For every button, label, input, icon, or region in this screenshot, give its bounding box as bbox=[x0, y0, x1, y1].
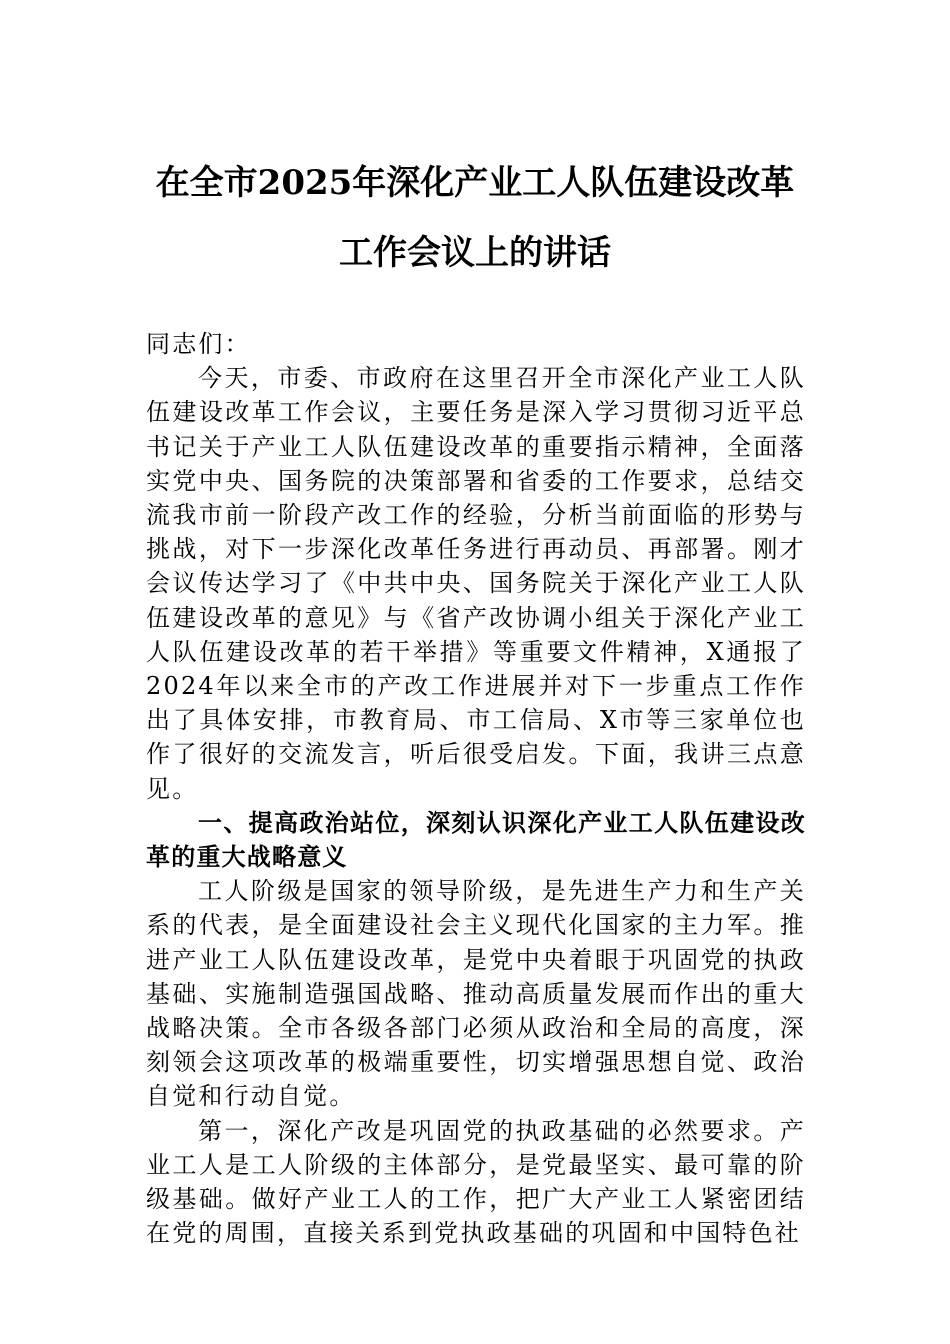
document-title-line-2: 工作会议上的讲话 bbox=[339, 233, 611, 273]
section-heading-1: 一、提高政治站位，深刻认识深化产业工人队伍建设改革的重大战略意义 bbox=[146, 807, 806, 872]
salutation: 同志们： bbox=[146, 330, 251, 358]
section-1-paragraph: 工人阶级是国家的领导阶级，是先进生产力和生产关系的代表，是全面建设社会主义现代化国家的主力军。推进产业工人队伍建设改革，是党中央着眼于巩固党的执政基础、实施制造强国战略、推动高质量发展而作出的重大战略决策。全市各级各部门必须从政治和全局的高度，深刻领会这项改革的极端重要性，切实增强思想自觉、政治自觉和行动自觉。 bbox=[146, 877, 806, 1111]
document-body bbox=[146, 327, 806, 1250]
document-title-line-1: 在全市2025年深化产业工人队伍建设改革 bbox=[155, 163, 795, 203]
opening-paragraph: 今天，市委、市政府在这里召开全市深化产业工人队伍建设改革工作会议，主要任务是深入学习贯彻习近平总书记关于产业工人队伍建设改革的重要指示精神，全面落实党中央、国务院的决策部署和省委的工作要求，总结交流我市前一阶段产改工作的经验，分析当前面临的形势与挑战，对下一步深化改革任务进行再动员、再部署。刚才会议传达学习了《中共中央、国务院关于深化产业工人队伍建设改革的意见》与《省产改协调小组关于深化产业工人队伍建设改革的若干举措》等重要文件精神，X通报了2024年以来全市的产改工作进展并对下一步重点工作作出了具体安排，市教育局、市工信局、X市等三家单位也作了很好的交流发言，听后很受启发。下面，我讲三点意见。 bbox=[146, 364, 806, 803]
section-1-paragraph: 第一，深化产改是巩固党的执政基础的必然要求。产业工人是工人阶级的主体部分，是党最坚实、最可靠的阶级基础。做好产业工人的工作，把广大产业工人紧密团结在党的周围，直接关系到党执政基础的巩固和中国特色社 bbox=[146, 1116, 806, 1248]
